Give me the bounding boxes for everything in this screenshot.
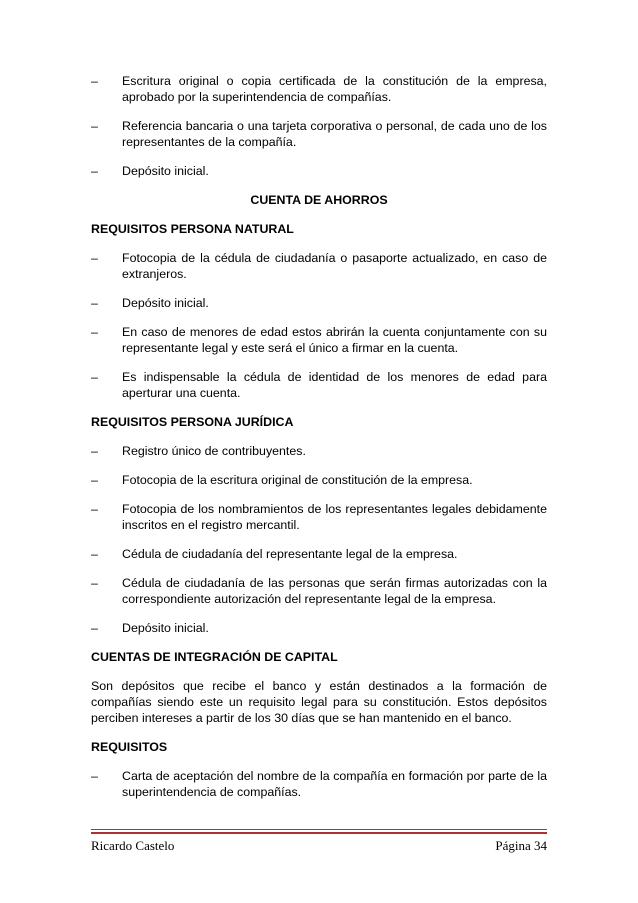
footer-author: Ricardo Castelo: [91, 838, 175, 853]
bullet-dash: –: [91, 119, 98, 133]
natural-heading: REQUISITOS PERSONA NATURAL: [91, 222, 294, 236]
list-item-text: En caso de menores de edad estos abrirán la cuenta conjuntamente con su representante legal y este será el único a firmar en la cuenta.: [122, 325, 547, 355]
requisitos-heading: REQUISITOS: [91, 740, 168, 754]
list-item: [91, 501, 547, 533]
juridica-heading: REQUISITOS PERSONA JURÍDICA: [91, 415, 294, 429]
list-item: [91, 118, 547, 150]
bullet-dash: –: [91, 444, 98, 458]
bullet-dash: –: [91, 769, 98, 783]
list-item: [91, 163, 547, 179]
list-item-text: Fotocopia de la escritura original de constitución de la empresa.: [122, 473, 473, 487]
bullet-dash: –: [91, 547, 98, 561]
list-item: [91, 295, 547, 311]
list-item-text: Fotocopia de la cédula de ciudadanía o pasaporte actualizado, en caso de extranjeros.: [122, 251, 547, 281]
list-item: [91, 546, 547, 562]
list-item-text: Depósito inicial.: [122, 621, 209, 635]
list-item-text: Cédula de ciudadanía de las personas que serán firmas autorizadas con la correspondiente autorización del representante legal de la empresa.: [122, 576, 547, 606]
bullet-dash: –: [91, 370, 98, 384]
footer-page-number: Página 34: [495, 838, 547, 853]
bullet-dash: –: [91, 473, 98, 487]
list-item-text: Depósito inicial.: [122, 296, 209, 310]
list-item-text: Cédula de ciudadanía del representante legal de la empresa.: [122, 547, 458, 561]
bullet-dash: –: [91, 502, 98, 516]
list-item-text: Fotocopia de los nombramientos de los representantes legales debidamente inscritos en el registro mercantil.: [122, 502, 547, 532]
list-item: [91, 369, 547, 401]
list-item-text: Referencia bancaria o una tarjeta corporativa o personal, de cada uno de los representantes de la compañía.: [122, 119, 547, 149]
bullet-dash: –: [91, 325, 98, 339]
list-item-text: Registro único de contribuyentes.: [122, 444, 306, 458]
bullet-dash: –: [91, 74, 98, 88]
list-item: [91, 620, 547, 636]
bullet-dash: –: [91, 251, 98, 265]
list-item-text: Escritura original o copia certificada de la constitución de la empresa, aprobado por la superintendencia de compañías.: [122, 74, 547, 104]
section-title: CUENTA DE AHORROS: [250, 193, 388, 207]
page-content: [91, 73, 547, 813]
list-item-text: Es indispensable la cédula de identidad de los menores de edad para aperturar una cuenta.: [122, 370, 547, 400]
bullet-dash: –: [91, 164, 98, 178]
integracion-paragraph: Son depósitos que recibe el banco y están destinados a la formación de compañías siendo este un requisito legal para su constitución. Estos depósitos perciben intereses a partir de los 30 días que se han mantenido en el banco.: [91, 679, 547, 725]
bullet-dash: –: [91, 621, 98, 635]
bullet-dash: –: [91, 296, 98, 310]
footer-divider: [91, 832, 547, 834]
footer-divider: [91, 829, 547, 830]
integracion-heading: CUENTAS DE INTEGRACIÓN DE CAPITAL: [91, 650, 338, 664]
list-item: [91, 472, 547, 488]
list-item: [91, 575, 547, 607]
list-item: [91, 768, 547, 800]
list-item: [91, 443, 547, 459]
list-item: [91, 73, 547, 105]
list-item-text: Carta de aceptación del nombre de la compañía en formación por parte de la superintendencia de compañías.: [122, 769, 547, 799]
list-item-text: Depósito inicial.: [122, 164, 209, 178]
list-item: [91, 324, 547, 356]
bullet-dash: –: [91, 576, 98, 590]
list-item: [91, 250, 547, 282]
